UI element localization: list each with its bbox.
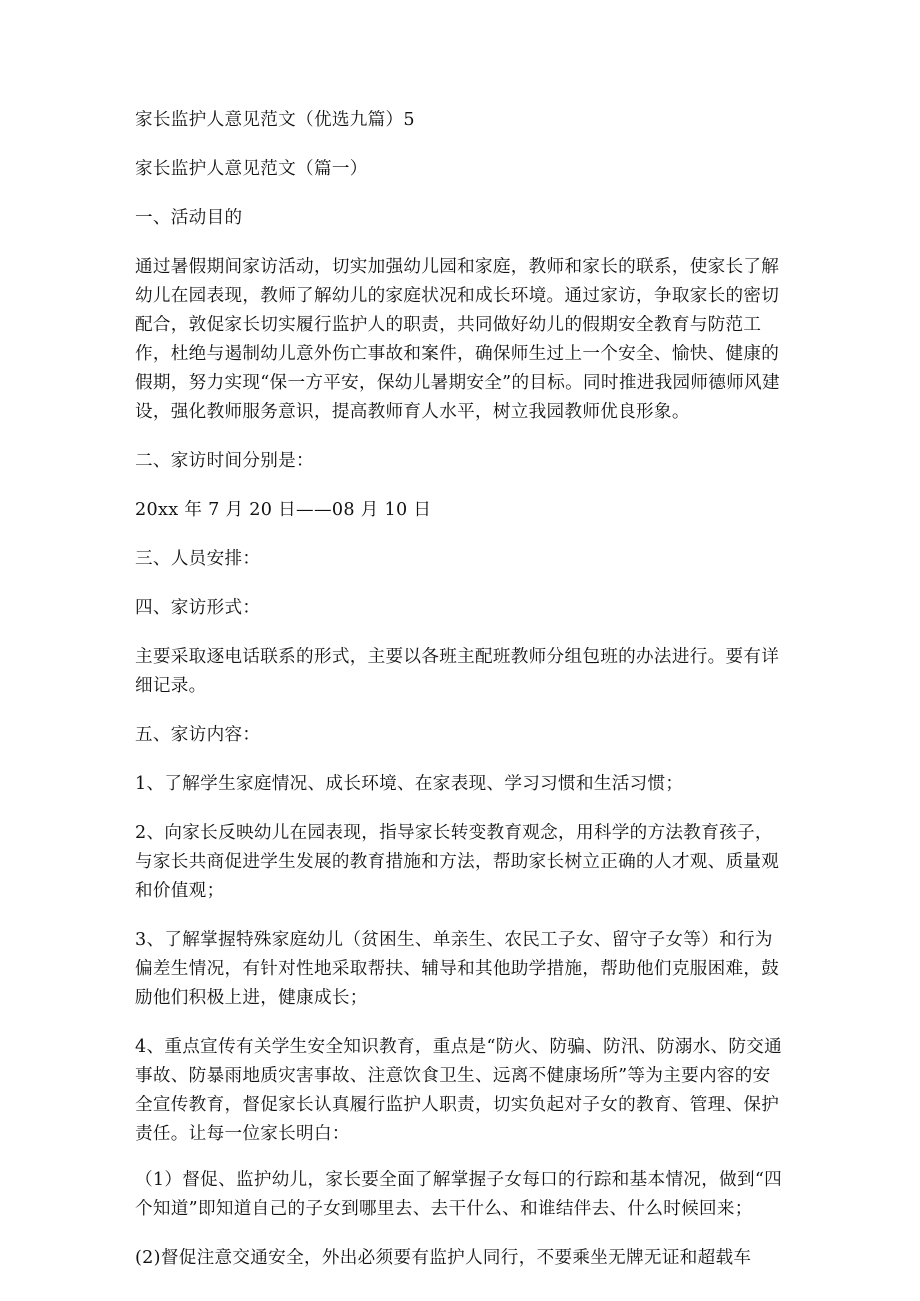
list-item-1: 1、了解学生家庭情况、成长环境、在家表现、学习习惯和生活习惯； xyxy=(135,774,684,794)
sub-item-2: (2)督促注意交通安全，外出必须要有监护人同行，不要乘坐无牌无证和超载车 xyxy=(135,1248,752,1268)
heading-form: 四、家访形式： xyxy=(135,598,261,618)
list-item-2: 2、向家长反映幼儿在园表现，指导家长转变教育观念，用科学的方法教育孩子，与家长共商促进学生发展的教育措施和方法，帮助家长树立正确的人才观、质量观和价值观； xyxy=(135,823,780,901)
section-title: 家长监护人意见范文（篇一） xyxy=(135,159,368,179)
paragraph-form: 主要采取逐电话联系的形式，主要以各班主配班教师分组包班的办法进行。要有详细记录。 xyxy=(135,647,780,696)
list-item-4: 4、重点宣传有关学生安全知识教育，重点是“防火、防骗、防汛、防溺水、防交通事故、防暴雨地质灾害事故、注意饮食卫生、远离不健康场所”等为主要内容的安全宣传教育，督促家长认真履行监护人职责，切实负起对子女的教育、管理、保护责任。让每一位家长明白： xyxy=(135,1037,783,1144)
document-body xyxy=(135,106,785,1273)
list-item-3: 3、了解掌握特殊家庭幼儿（贫困生、单亲生、农民工子女、留守子女等）和行为偏差生情况，有针对性地采取帮扶、辅导和其他助学措施，帮助他们克服困难，鼓励他们积极上进，健康成长； xyxy=(135,930,780,1008)
sub-item-1: （1）督促、监护幼儿，家长要全面了解掌握子女每口的行踪和基本情况，做到“四个知道”即知道自己的子女到哪里去、去干什么、和谁结伴去、什么时候回来； xyxy=(135,1170,783,1219)
paragraph-time: 20xx 年 7 月 20 日——08 月 10 日 xyxy=(135,500,432,520)
heading-purpose: 一、活动目的 xyxy=(135,208,243,228)
heading-staff: 三、人员安排： xyxy=(135,549,261,569)
document-title: 家长监护人意见范文（优选九篇）5 xyxy=(135,110,415,130)
heading-content: 五、家访内容： xyxy=(135,725,261,745)
paragraph-purpose: 通过暑假期间家访活动，切实加强幼儿园和家庭，教师和家长的联系，使家长了解幼儿在园表现，教师了解幼儿的家庭状况和成长环境。通过家访，争取家长的密切配合，敦促家长切实履行监护人的职责，共同做好幼儿的假期安全教育与防范工作，杜绝与遏制幼儿意外伤亡事故和案件，确保师生过上一个安全、愉快、健康的假期，努力实现“保一方平安，保幼儿暑期安全”的目标。同时推进我园师德师风建设，强化教师服务意识，提高教师育人水平，树立我园教师优良形象。 xyxy=(135,257,780,422)
heading-time: 二、家访时间分别是： xyxy=(135,451,314,471)
